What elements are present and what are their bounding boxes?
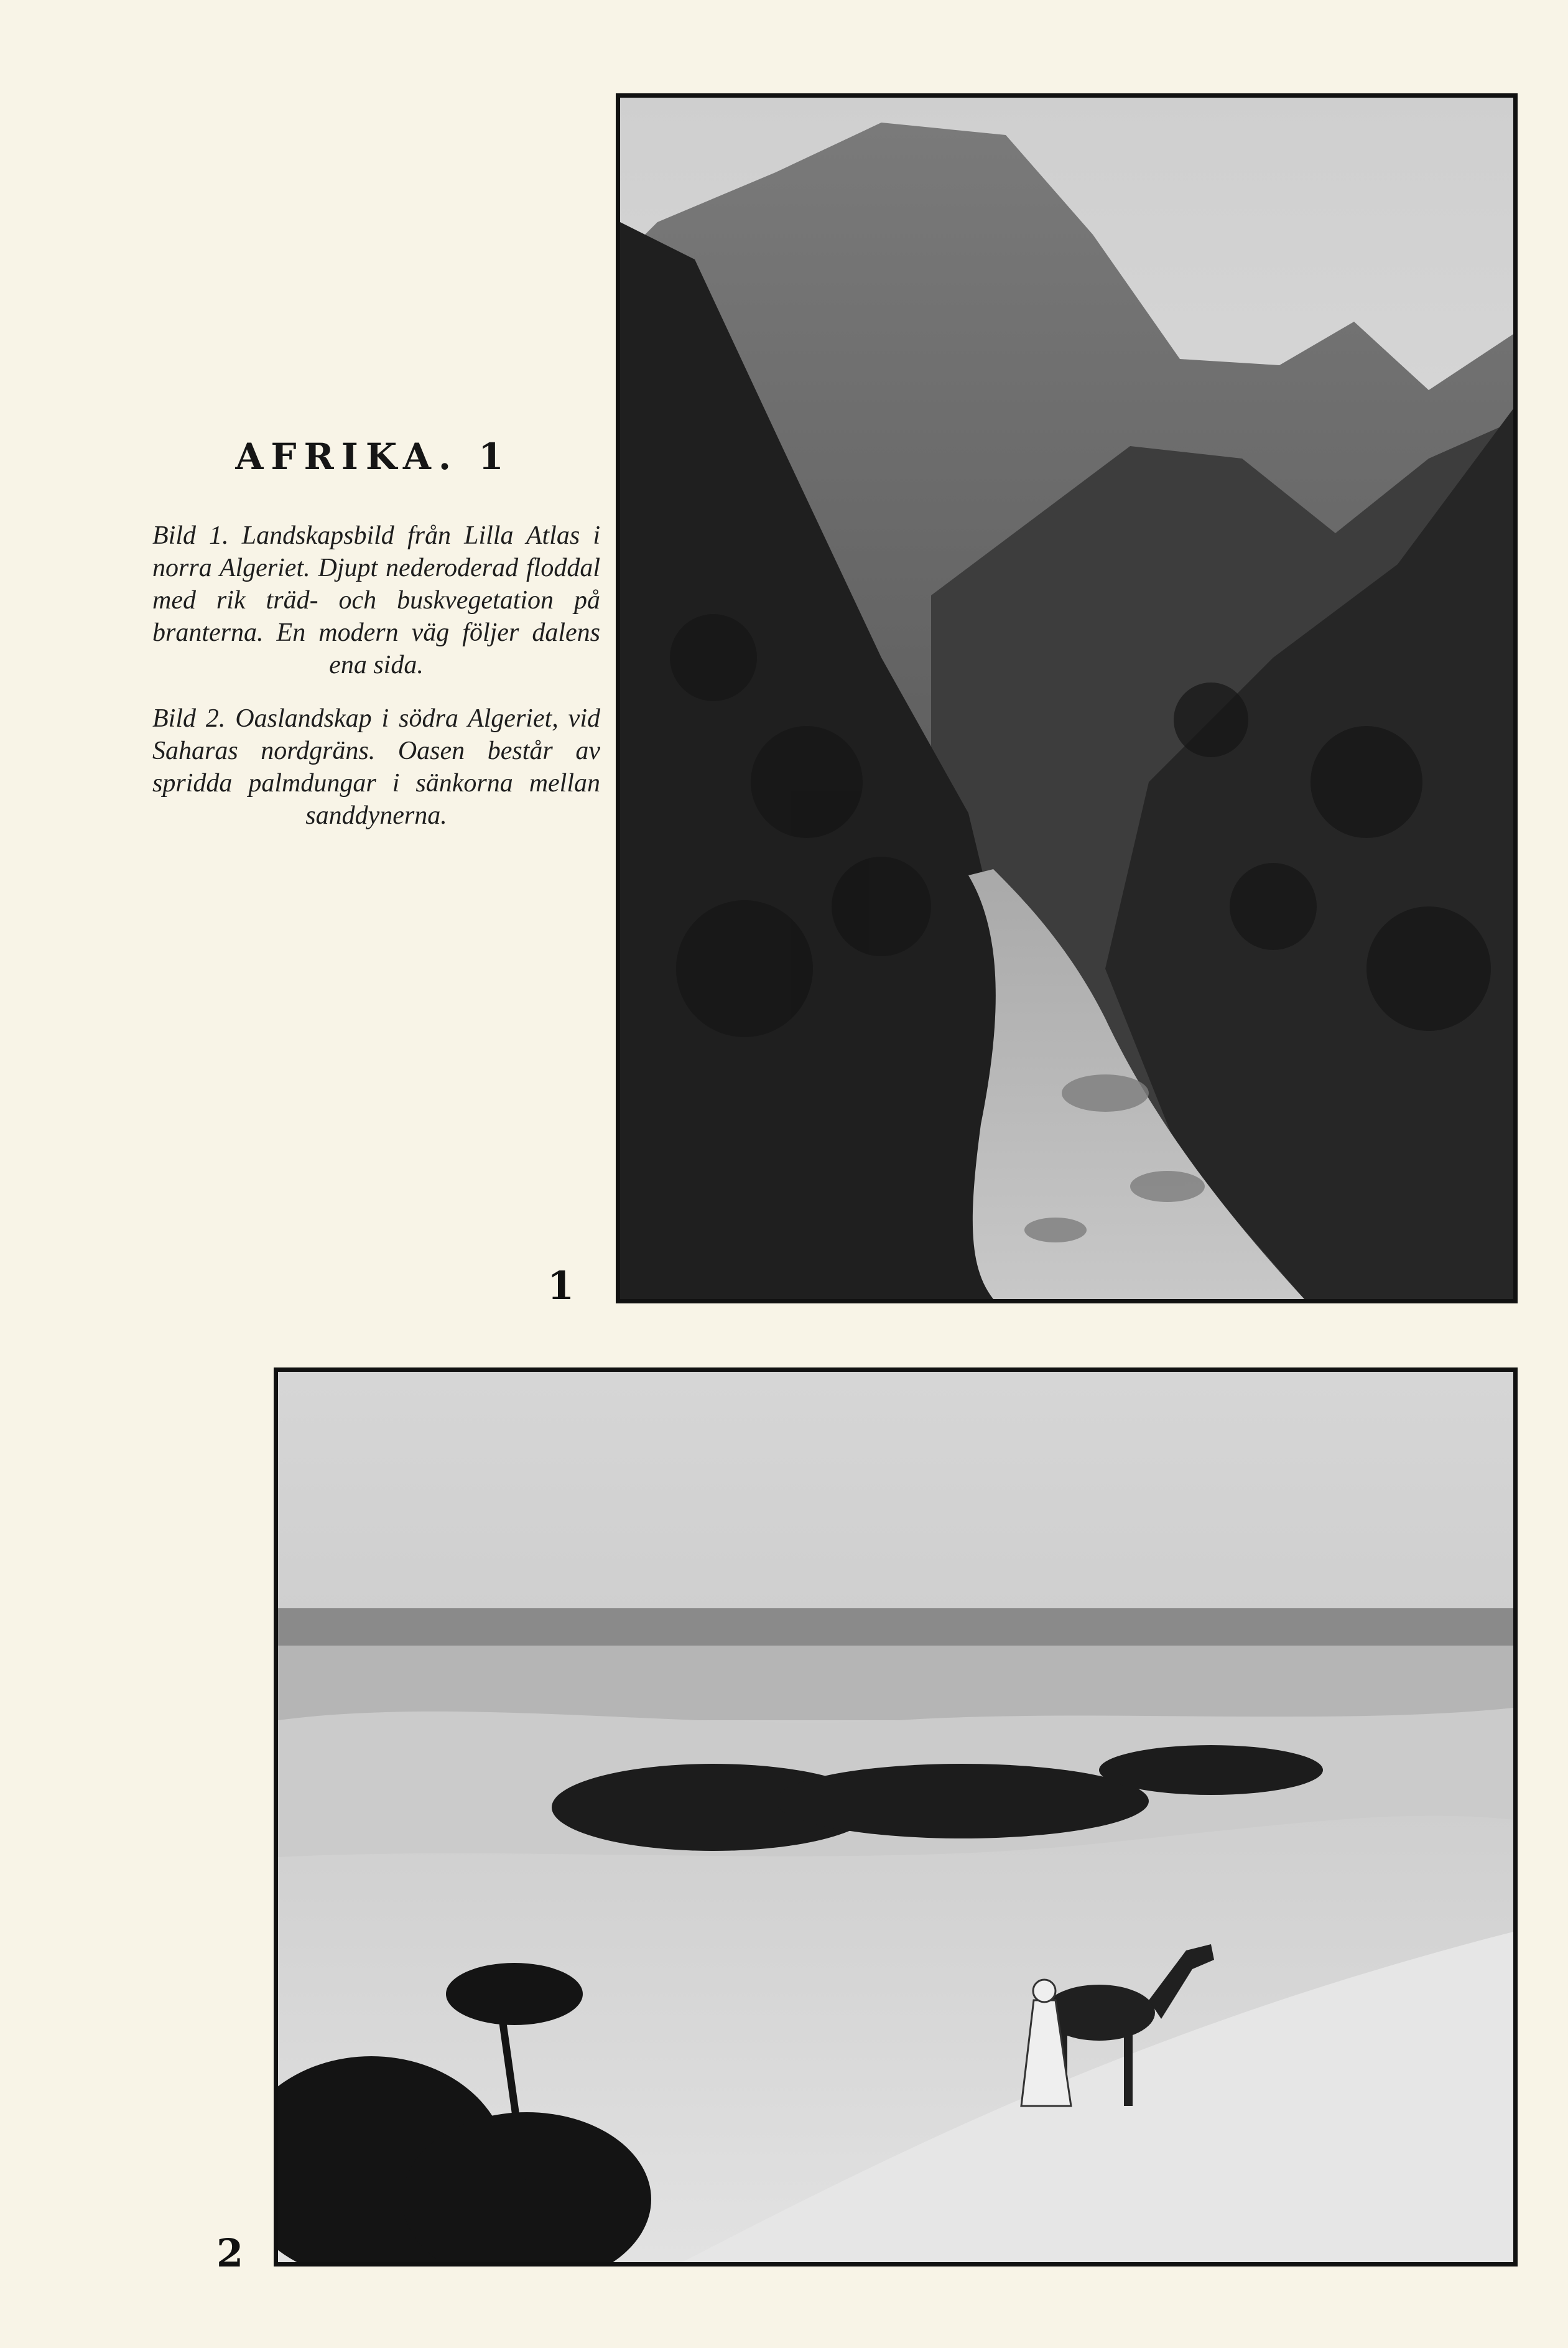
photo-oasis-dunes <box>274 1367 1518 2266</box>
captions-block <box>152 519 600 853</box>
photo-number-2: 2 <box>216 2230 244 2276</box>
caption-bild-2: Bild 2. Oaslandskap i södra Algeriet, vid Saharas nordgräns. Oasen består av spridda palmdungar i sänkorna mellan sanddynerna. <box>152 704 600 830</box>
mountain-valley-illustration <box>620 98 1513 1299</box>
photo-number-1: 1 <box>547 1263 575 1308</box>
photo-mountain-valley <box>616 93 1518 1303</box>
oasis-dunes-illustration <box>278 1372 1513 2262</box>
caption-bild-1: Bild 1. Landskapsbild från Lilla Atlas i norra Algeriet. Djupt nederoderad floddal med rik träd- och buskvegetation på branterna. En modern väg följer dalens ena sida. <box>152 521 600 679</box>
page-title: AFRIKA. 1 <box>235 436 511 478</box>
